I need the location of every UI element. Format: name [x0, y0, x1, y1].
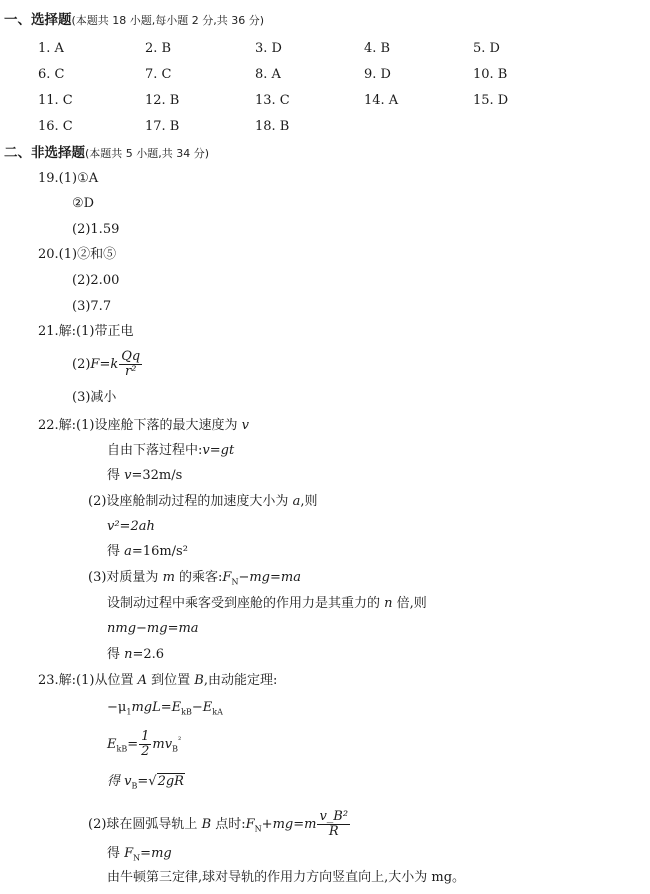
answer-4: 4. B — [364, 41, 391, 56]
q23-l4-eq: =√ — [137, 774, 157, 789]
q23-l6-text: 得 — [107, 846, 125, 861]
section-2-title: 二、非选择题 — [4, 145, 85, 161]
q23-l5-B: B — [201, 817, 212, 832]
q22-l2-eq: v=gt — [202, 443, 235, 458]
q23-l2-mu-sub: 1 — [126, 707, 132, 717]
q22-l1-text: 22.解:(1)设座舱下落的最大速度为 — [38, 418, 242, 433]
q21-line-1: 21.解:(1)带正电 — [38, 324, 134, 339]
q22-l2-text: 自由下落过程中: — [107, 443, 203, 458]
q23-l5-num: v_B² — [319, 809, 349, 824]
q21-fraction — [119, 350, 142, 379]
q23-l4-radicand: 2gR — [157, 774, 184, 789]
q23-line-4 — [107, 774, 185, 795]
q22-l4-tail: ,则 — [300, 494, 318, 509]
q19-line-2: ②D — [72, 196, 95, 211]
q22-l4-text: (2)设座舱制动过程的加速度大小为 — [88, 494, 293, 509]
q21-formula-lhs: F=k — [90, 357, 119, 372]
q23-l3-sq: ² — [177, 735, 182, 745]
q23-l6-eq: =mg — [140, 846, 172, 861]
q23-l2-eq: mgL=E — [131, 700, 182, 715]
q22-l8-tail: 倍,则 — [392, 596, 427, 611]
q20-line-2: (2)2.00 — [72, 273, 120, 288]
q22-line-8 — [107, 596, 427, 612]
q23-l3-E: E — [107, 737, 117, 752]
q22-l6-val: =16m/s² — [131, 544, 188, 559]
answer-7: 7. C — [145, 67, 172, 82]
q22-line-6 — [107, 544, 188, 560]
q22-l3-text: 得 — [107, 468, 125, 483]
q23-l4-sub: B — [131, 781, 138, 791]
q23-line-6 — [107, 846, 172, 867]
answer-11: 11. C — [38, 93, 73, 108]
q23-l1-tail: ,由动能定理: — [203, 673, 278, 688]
section-1-heading — [4, 12, 264, 29]
q22-l6-var: a — [124, 544, 132, 559]
q23-line-5 — [88, 810, 351, 839]
q23-line-2 — [107, 700, 223, 721]
answer-18: 18. B — [255, 119, 290, 134]
q22-l3-val: =32m/s — [131, 468, 183, 483]
q23-line-1 — [38, 673, 277, 689]
q20-line-3: (3)7.7 — [72, 299, 112, 314]
q21-formula — [72, 350, 143, 379]
answer-3: 3. D — [255, 41, 282, 56]
q22-l3-var: v — [124, 468, 132, 483]
q23-l1-B: B — [194, 673, 204, 688]
answer-14: 14. A — [364, 93, 399, 108]
answer-10: 10. B — [473, 67, 508, 82]
q22-l10-val: =2.6 — [132, 647, 165, 662]
q22-l10-var: n — [124, 647, 133, 662]
q23-l3-den: 2 — [141, 744, 150, 759]
q20-line-1: 20.(1)②和⑤ — [38, 247, 117, 262]
q22-l8-var: n — [384, 596, 393, 611]
q22-line-9 — [107, 621, 199, 637]
q22-l7-sub: N — [231, 577, 239, 587]
section-1-title: 一、选择题 — [4, 12, 72, 28]
q19-line-1: 19.(1)①A — [38, 171, 99, 186]
section-2-heading — [4, 145, 209, 162]
answer-9: 9. D — [364, 67, 391, 82]
q23-l3-mv: mv — [152, 737, 173, 752]
q21-fraction-num: Qq — [121, 349, 141, 364]
q23-l5-sub: N — [254, 824, 262, 834]
answer-15: 15. D — [473, 93, 509, 108]
q21-line-3: (3)减小 — [72, 390, 117, 405]
q22-l7-eq: −mg=ma — [238, 570, 301, 585]
q22-line-2 — [107, 443, 234, 459]
q22-line-7 — [88, 570, 301, 591]
answer-8: 8. A — [255, 67, 281, 82]
q22-l7-text: (3)对质量为 — [88, 570, 163, 585]
q22-l6-text: 得 — [107, 544, 125, 559]
q22-l10-text: 得 — [107, 647, 125, 662]
q23-l6-sub: N — [133, 853, 141, 863]
q23-l5-fraction — [317, 810, 350, 839]
answer-17: 17. B — [145, 119, 180, 134]
q22-l4-var: a — [292, 494, 301, 509]
q22-line-4 — [88, 494, 317, 510]
q23-l1-A: A — [137, 673, 147, 688]
q22-line-5 — [107, 519, 155, 535]
answer-6: 6. C — [38, 67, 65, 82]
q23-l3-fraction — [139, 730, 151, 759]
q23-l5-text: (2)球在圆弧导轨上 — [88, 817, 202, 832]
answer-16: 16. C — [38, 119, 73, 134]
section-2-note: (本题共 5 小题,共 34 分) — [85, 147, 210, 160]
q23-l3-vsub: B — [172, 744, 178, 754]
q23-l3-num: 1 — [141, 729, 150, 744]
q23-l2-mu: −μ — [107, 700, 127, 715]
q23-l6-F: F — [124, 846, 134, 861]
q23-l2-minus-E: −E — [191, 700, 213, 715]
q22-l1-var: v — [241, 418, 249, 433]
answer-2: 2. B — [145, 41, 172, 56]
q21-prefix: (2) — [72, 357, 91, 372]
q22-l5-eq: v²=2ah — [107, 519, 155, 534]
q22-line-3 — [107, 468, 182, 484]
section-1-note: (本题共 18 小题,每小题 2 分,共 36 分) — [71, 14, 265, 27]
q21-fraction-den: r² — [124, 364, 137, 379]
answer-5: 5. D — [473, 41, 500, 56]
q23-l4-text: 得 v — [107, 774, 132, 789]
q23-l3-eq: = — [127, 737, 139, 752]
q23-line-7: 由牛顿第三定律,球对导轨的作用力方向竖直向上,大小为 mg。 — [107, 870, 466, 885]
q22-l7-var: m — [162, 570, 175, 585]
q23-line-3 — [107, 730, 181, 759]
answer-1: 1. A — [38, 41, 64, 56]
q23-l5-F: F — [245, 817, 255, 832]
q19-line-3: (2)1.59 — [72, 222, 120, 237]
q22-l7-text2: 的乘客: — [174, 570, 223, 585]
q23-l5-eq: +mg=m — [261, 817, 317, 832]
q22-l8-text: 设制动过程中乘客受到座舱的作用力是其重力的 — [107, 596, 385, 611]
q23-l2-sub2: kA — [212, 707, 223, 717]
answer-12: 12. B — [145, 93, 180, 108]
q22-l9-eq: nmg−mg=ma — [107, 621, 199, 636]
q22-line-1 — [38, 418, 249, 434]
q23-l3-sub: kB — [116, 744, 128, 754]
q23-l2-sub1: kB — [181, 707, 192, 717]
q23-l5-text2: 点时: — [211, 817, 246, 832]
q23-l1-text2: 到位置 — [147, 673, 195, 688]
q23-l5-den: R — [328, 824, 339, 839]
answer-13: 13. C — [255, 93, 290, 108]
q22-line-10 — [107, 647, 164, 663]
q22-l7-force: F — [222, 570, 232, 585]
q23-l1-text: 23.解:(1)从位置 — [38, 673, 138, 688]
